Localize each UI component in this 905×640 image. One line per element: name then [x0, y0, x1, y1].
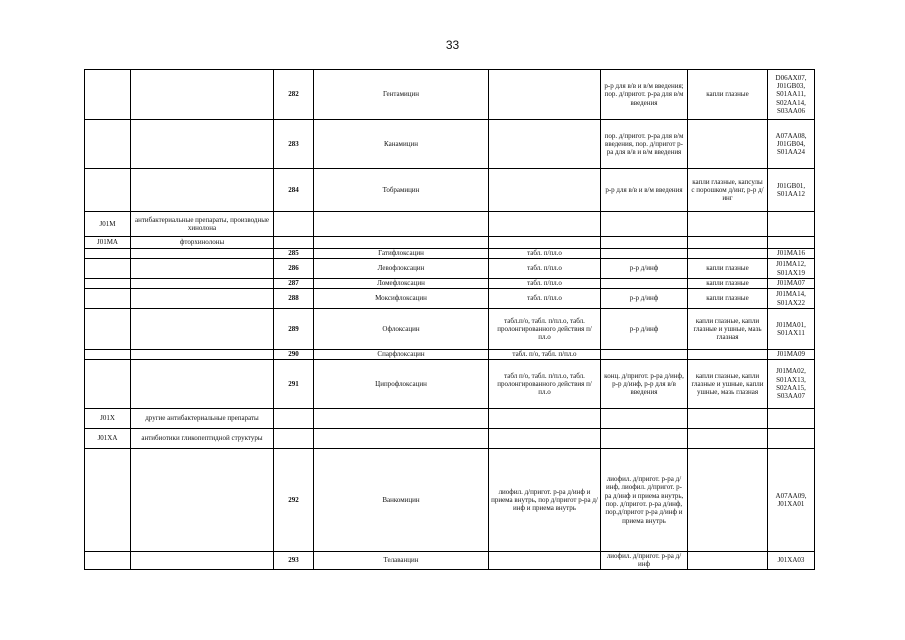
- page-number: 33: [445, 38, 460, 52]
- table-row: [85, 249, 815, 259]
- other-form-cell: [688, 552, 768, 570]
- atc-code-cell: J01MA16: [768, 249, 815, 259]
- table-row: [85, 279, 815, 289]
- atc-group-name-cell: [131, 309, 274, 350]
- atc-group-code-cell: [85, 120, 131, 169]
- atc-group-name-cell: другие антибактериальные препараты: [131, 409, 274, 429]
- other-form-cell: капли глазные: [688, 289, 768, 309]
- injection-form-cell: р-р для в/в и в/м введения: [601, 169, 688, 212]
- row-number-cell: 292: [274, 449, 314, 552]
- other-form-cell: [688, 249, 768, 259]
- other-form-cell: капли глазные: [688, 279, 768, 289]
- drug-name-cell: Левофлоксацин: [314, 259, 489, 279]
- atc-code-cell: A07AA08, J01GB04, S01AA24: [768, 120, 815, 169]
- atc-group-name-cell: [131, 350, 274, 360]
- oral-form-cell: табл п/о, табл. п/пл.о, табл. пролонгированного действия п/пл.о: [489, 360, 601, 409]
- row-number-cell: [274, 409, 314, 429]
- oral-form-cell: [489, 552, 601, 570]
- atc-code-cell: [768, 212, 815, 237]
- drug-table: [84, 69, 815, 570]
- other-form-cell: [688, 449, 768, 552]
- atc-group-code-cell: J01X: [85, 409, 131, 429]
- drug-name-cell: Спарфлоксацин: [314, 350, 489, 360]
- atc-group-code-cell: J01MA: [85, 237, 131, 249]
- injection-form-cell: р-р для в/в и в/м введения; пор. д/пригот. р-ра для в/м введения: [601, 70, 688, 120]
- table-row: [85, 449, 815, 552]
- drug-name-cell: Ломефлоксацин: [314, 279, 489, 289]
- row-number-cell: 291: [274, 360, 314, 409]
- oral-form-cell: [489, 409, 601, 429]
- table-row: [85, 429, 815, 449]
- atc-group-name-cell: [131, 289, 274, 309]
- other-form-cell: капли глазные, капли глазные и ушные, мазь глазная: [688, 309, 768, 350]
- atc-group-code-cell: [85, 309, 131, 350]
- drug-name-cell: Ципрофлоксацин: [314, 360, 489, 409]
- oral-form-cell: [489, 237, 601, 249]
- oral-form-cell: табл.п/о, табл. п/пл.о, табл. пролонгированного действия п/пл.о: [489, 309, 601, 350]
- other-form-cell: [688, 409, 768, 429]
- injection-form-cell: р-р д/инф: [601, 259, 688, 279]
- atc-group-code-cell: [85, 249, 131, 259]
- atc-group-name-cell: [131, 169, 274, 212]
- oral-form-cell: табл. п/пл.о: [489, 279, 601, 289]
- other-form-cell: [688, 120, 768, 169]
- oral-form-cell: лиофил. д/пригот. р-ра д/инф и приема внутрь, пор д/пригот р-ра д/инф и приема внутрь: [489, 449, 601, 552]
- drug-name-cell: [314, 237, 489, 249]
- atc-group-name-cell: [131, 279, 274, 289]
- atc-code-cell: A07AA09, J01XA01: [768, 449, 815, 552]
- table-row: [85, 259, 815, 279]
- row-number-cell: [274, 212, 314, 237]
- atc-code-cell: J01GB01, S01AA12: [768, 169, 815, 212]
- injection-form-cell: [601, 279, 688, 289]
- drug-name-cell: Гентамицин: [314, 70, 489, 120]
- oral-form-cell: табл. п/пл.о: [489, 259, 601, 279]
- atc-group-name-cell: [131, 360, 274, 409]
- row-number-cell: 286: [274, 259, 314, 279]
- atc-group-name-cell: [131, 249, 274, 259]
- atc-group-code-cell: [85, 70, 131, 120]
- injection-form-cell: пор. д/пригот. р-ра для в/м введения, пор. д/пригот р-ра для в/в и в/м введения: [601, 120, 688, 169]
- table-row: [85, 409, 815, 429]
- drug-name-cell: Офлоксацин: [314, 309, 489, 350]
- row-number-cell: 290: [274, 350, 314, 360]
- table-row: [85, 360, 815, 409]
- row-number-cell: 289: [274, 309, 314, 350]
- oral-form-cell: [489, 120, 601, 169]
- other-form-cell: [688, 237, 768, 249]
- table-row: [85, 169, 815, 212]
- table-row: [85, 309, 815, 350]
- oral-form-cell: [489, 70, 601, 120]
- atc-group-name-cell: [131, 259, 274, 279]
- table-row: [85, 289, 815, 309]
- other-form-cell: [688, 212, 768, 237]
- atc-group-code-cell: [85, 552, 131, 570]
- drug-name-cell: Канамицин: [314, 120, 489, 169]
- atc-code-cell: J01MA07: [768, 279, 815, 289]
- atc-group-name-cell: [131, 552, 274, 570]
- row-number-cell: 282: [274, 70, 314, 120]
- row-number-cell: [274, 237, 314, 249]
- atc-code-cell: J01MA12, S01AX19: [768, 259, 815, 279]
- atc-group-code-cell: [85, 289, 131, 309]
- atc-code-cell: J01XA03: [768, 552, 815, 570]
- atc-code-cell: [768, 429, 815, 449]
- drug-name-cell: Моксифлоксацин: [314, 289, 489, 309]
- atc-group-name-cell: антибактериальные препараты, производные хинолона: [131, 212, 274, 237]
- injection-form-cell: р-р д/инф: [601, 309, 688, 350]
- atc-code-cell: [768, 409, 815, 429]
- atc-code-cell: D06AX07, J01GB03, S01AA11, S02AA14, S03AA06: [768, 70, 815, 120]
- drug-name-cell: [314, 409, 489, 429]
- atc-code-cell: [768, 237, 815, 249]
- atc-group-name-cell: [131, 120, 274, 169]
- table-row: [85, 350, 815, 360]
- table-row: [85, 552, 815, 570]
- oral-form-cell: [489, 169, 601, 212]
- atc-code-cell: J01MA14, S01AX22: [768, 289, 815, 309]
- atc-group-code-cell: [85, 279, 131, 289]
- injection-form-cell: р-р д/инф: [601, 289, 688, 309]
- drug-name-cell: Гатифлоксацин: [314, 249, 489, 259]
- injection-form-cell: лиофил. д/пригот. р-ра д/инф: [601, 552, 688, 570]
- atc-group-name-cell: фторхинолоны: [131, 237, 274, 249]
- atc-group-code-cell: [85, 259, 131, 279]
- drug-name-cell: Телаванцин: [314, 552, 489, 570]
- table-row: [85, 237, 815, 249]
- drug-name-cell: Ванкомицин: [314, 449, 489, 552]
- atc-group-code-cell: J01XA: [85, 429, 131, 449]
- injection-form-cell: [601, 409, 688, 429]
- other-form-cell: капли глазные: [688, 259, 768, 279]
- atc-code-cell: J01MA01, S01AX11: [768, 309, 815, 350]
- injection-form-cell: [601, 212, 688, 237]
- injection-form-cell: лиофил. д/пригот. р-ра д/инф, лиофил. д/пригот. р-ра д/инф и приема внутрь, пор. д/пригот. р-ра д/инф, пор.д/пригот р-ра д/инф и приема внутрь: [601, 449, 688, 552]
- atc-code-cell: J01MA09: [768, 350, 815, 360]
- row-number-cell: 283: [274, 120, 314, 169]
- atc-group-name-cell: антибиотики гликопептидной структуры: [131, 429, 274, 449]
- drug-name-cell: [314, 212, 489, 237]
- row-number-cell: 293: [274, 552, 314, 570]
- injection-form-cell: [601, 429, 688, 449]
- oral-form-cell: [489, 429, 601, 449]
- table-row: [85, 120, 815, 169]
- row-number-cell: 287: [274, 279, 314, 289]
- atc-group-name-cell: [131, 70, 274, 120]
- atc-group-code-cell: [85, 350, 131, 360]
- other-form-cell: [688, 429, 768, 449]
- injection-form-cell: [601, 249, 688, 259]
- other-form-cell: капли глазные, капсулы с порошком д/инг, р-р д/инг: [688, 169, 768, 212]
- table-row: [85, 70, 815, 120]
- atc-group-name-cell: [131, 449, 274, 552]
- atc-group-code-cell: [85, 169, 131, 212]
- table-row: [85, 212, 815, 237]
- row-number-cell: 284: [274, 169, 314, 212]
- other-form-cell: капли глазные, капли глазные и ушные, капли ушные, мазь глазная: [688, 360, 768, 409]
- oral-form-cell: табл. п/пл.о: [489, 249, 601, 259]
- oral-form-cell: [489, 212, 601, 237]
- row-number-cell: 288: [274, 289, 314, 309]
- oral-form-cell: табл. п/пл.о: [489, 289, 601, 309]
- other-form-cell: капли глазные: [688, 70, 768, 120]
- drug-name-cell: [314, 429, 489, 449]
- atc-code-cell: J01MA02, S01AX13, S02AA15, S03AA07: [768, 360, 815, 409]
- oral-form-cell: табл. п/о, табл. п/пл.о: [489, 350, 601, 360]
- row-number-cell: [274, 429, 314, 449]
- row-number-cell: 285: [274, 249, 314, 259]
- injection-form-cell: [601, 350, 688, 360]
- drug-name-cell: Тобрамицин: [314, 169, 489, 212]
- atc-group-code-cell: [85, 449, 131, 552]
- atc-group-code-cell: [85, 360, 131, 409]
- other-form-cell: [688, 350, 768, 360]
- injection-form-cell: [601, 237, 688, 249]
- atc-group-code-cell: J01M: [85, 212, 131, 237]
- injection-form-cell: конц. д/пригот. р-ра д/инф, р-р д/инф, р-р для в/в введения: [601, 360, 688, 409]
